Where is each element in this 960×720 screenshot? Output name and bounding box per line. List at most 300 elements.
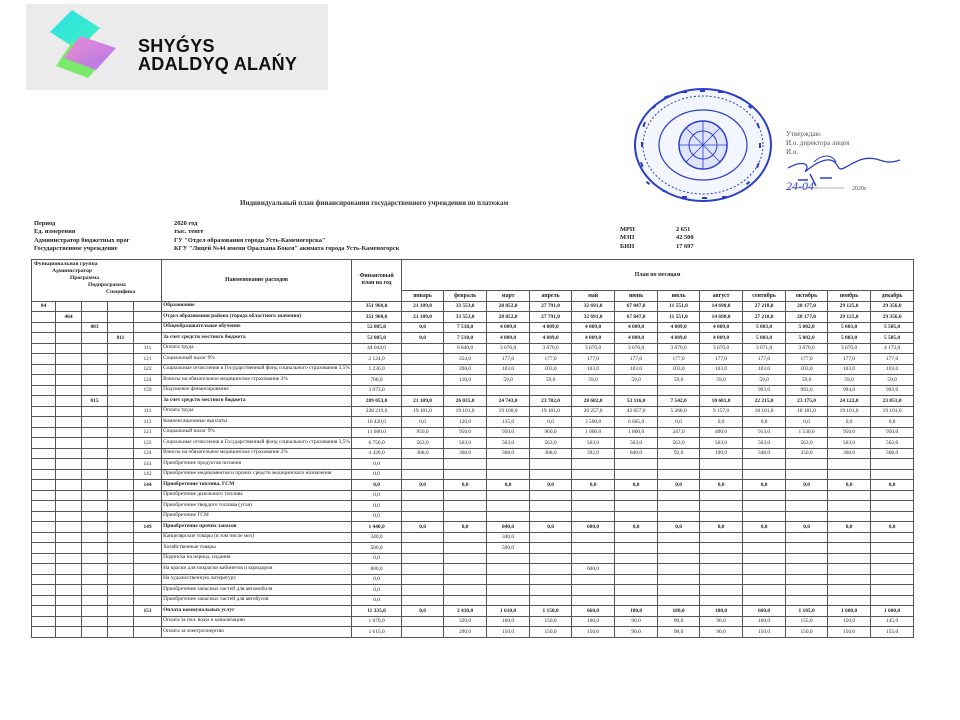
month-value-cell (487, 501, 530, 512)
month-value-cell (402, 585, 444, 596)
month-value-cell (615, 511, 658, 522)
month-value-cell (402, 532, 444, 543)
administrator-cell (56, 322, 82, 333)
expense-name-cell: Оплата за электроэнергию (162, 627, 352, 638)
program-cell (82, 301, 108, 312)
expense-name-cell: Социальный налог 9% (162, 354, 352, 365)
header-program: Программа (70, 275, 100, 281)
month-value-cell: 0,0 (700, 480, 743, 491)
month-value-cell: 28 852,0 (487, 301, 530, 312)
month-value-cell: 29 125,0 (828, 301, 871, 312)
month-value-cell: 368,0 (487, 448, 530, 459)
table-row (32, 543, 914, 554)
annual-total-cell: 708,0 (352, 375, 402, 386)
month-value-cell: 177,0 (786, 354, 828, 365)
month-value-cell: 135,0 (487, 417, 530, 428)
month-value-cell (572, 501, 615, 512)
table-row (32, 511, 914, 522)
specifics-cell (134, 501, 162, 512)
month-value-cell: 368,0 (402, 448, 444, 459)
month-value-cell (828, 574, 871, 585)
month-value-cell (700, 385, 743, 396)
specifics-cell (134, 322, 162, 333)
month-value-cell: 368,0 (828, 448, 871, 459)
month-value-cell: 103,0 (743, 364, 786, 375)
functional-group-cell (32, 616, 56, 627)
month-value-cell: 5 002,0 (786, 322, 828, 333)
month-value-cell: 320,0 (444, 616, 487, 627)
month-value-cell (871, 553, 914, 564)
program-cell (82, 333, 108, 344)
subprogram-cell (108, 448, 134, 459)
month-value-cell (786, 459, 828, 470)
annual-total-cell: 0,0 (352, 553, 402, 564)
month-value-cell (402, 574, 444, 585)
month-value-cell: 0,0 (786, 522, 828, 533)
month-value-cell: 118,0 (444, 375, 487, 386)
month-value-cell: 4 009,0 (487, 322, 530, 333)
month-value-cell: 180,0 (658, 606, 700, 617)
month-value-cell (444, 564, 487, 575)
table-row (32, 469, 914, 480)
month-value-cell: 1 600,0 (871, 606, 914, 617)
month-header: октябрь (786, 291, 828, 302)
month-value-cell (572, 490, 615, 501)
annual-total-cell: 0,0 (352, 459, 402, 470)
month-value-cell (786, 511, 828, 522)
month-value-cell: 340,0 (487, 532, 530, 543)
month-value-cell: 177,0 (700, 354, 743, 365)
month-value-cell: 563,0 (615, 438, 658, 449)
month-value-cell: 18 101,0 (743, 406, 786, 417)
program-cell: 003 (82, 322, 108, 333)
month-value-cell (786, 532, 828, 543)
month-value-cell: 27 218,0 (743, 312, 786, 323)
month-value-cell (530, 564, 572, 575)
month-value-cell: 19 101,0 (530, 406, 572, 417)
month-value-cell: 42 657,0 (615, 406, 658, 417)
functional-group-cell (32, 543, 56, 554)
month-value-cell: 90,0 (700, 616, 743, 627)
month-value-cell (444, 532, 487, 543)
month-header: январь (402, 291, 444, 302)
month-value-cell (572, 511, 615, 522)
annual-total-cell: 0,0 (352, 511, 402, 522)
month-value-cell (658, 585, 700, 596)
program-cell (82, 438, 108, 449)
administrator-cell (56, 459, 82, 470)
month-value-cell (700, 511, 743, 522)
expense-name-cell: Взносы на обязательное медицинское страхование 2% (162, 375, 352, 386)
month-value-cell: 90,0 (658, 616, 700, 627)
month-value-cell (700, 585, 743, 596)
month-value-cell (487, 585, 530, 596)
signature-icon (784, 150, 904, 196)
month-value-cell (658, 501, 700, 512)
month-value-cell: 14 690,0 (700, 301, 743, 312)
month-value-cell: 21 109,0 (402, 312, 444, 323)
approval-year: 2020г. (852, 186, 868, 192)
month-value-cell: 103,0 (487, 364, 530, 375)
month-value-cell (658, 595, 700, 606)
specifics-cell: 121 (134, 427, 162, 438)
program-cell (82, 606, 108, 617)
month-value-cell: 59,0 (658, 375, 700, 386)
month-value-cell (658, 490, 700, 501)
month-value-cell (530, 469, 572, 480)
subprogram-cell (108, 585, 134, 596)
month-value-cell (444, 490, 487, 501)
month-value-cell (786, 585, 828, 596)
table-row (32, 595, 914, 606)
month-value-cell: 18 181,0 (786, 406, 828, 417)
month-value-cell (402, 553, 444, 564)
month-value-cell (871, 532, 914, 543)
month-value-cell (786, 501, 828, 512)
month-value-cell (658, 385, 700, 396)
month-value-cell (871, 595, 914, 606)
functional-group-cell (32, 396, 56, 407)
administrator-cell (56, 595, 82, 606)
month-value-cell: 563,0 (700, 438, 743, 449)
month-value-cell (487, 490, 530, 501)
month-value-cell: 33 553,0 (444, 312, 487, 323)
month-value-cell (530, 459, 572, 470)
month-value-cell: 24 743,0 (487, 396, 530, 407)
administrator-cell (56, 553, 82, 564)
month-value-cell: 500,0 (487, 543, 530, 554)
program-cell (82, 616, 108, 627)
functional-group-cell (32, 627, 56, 638)
month-value-cell: 0,0 (700, 522, 743, 533)
month-value-cell: 0,0 (530, 480, 572, 491)
month-value-cell: 5 505,0 (871, 333, 914, 344)
approval-line-2: И.о. директора лицея (786, 139, 850, 147)
specifics-cell (134, 543, 162, 554)
month-value-cell: 0,0 (828, 480, 871, 491)
specifics-cell: 149 (134, 522, 162, 533)
month-value-cell (444, 469, 487, 480)
month-value-cell: 840,0 (487, 522, 530, 533)
month-value-cell: 177,0 (743, 354, 786, 365)
program-cell (82, 385, 108, 396)
month-value-cell (487, 595, 530, 606)
header-functional-group: Функциональная группа (34, 261, 98, 267)
month-value-cell: 563,0 (871, 438, 914, 449)
month-value-cell: 0,0 (615, 522, 658, 533)
month-value-cell (871, 469, 914, 480)
expense-name-cell: Приобретение продуктов питания (162, 459, 352, 470)
month-value-cell: 3 670,0 (828, 343, 871, 354)
month-value-cell (402, 501, 444, 512)
subprogram-cell (108, 417, 134, 428)
month-value-cell: 177,0 (615, 354, 658, 365)
month-value-cell (615, 469, 658, 480)
meta-key: МРП (620, 226, 635, 233)
table-row (32, 364, 914, 375)
administrator-cell (56, 406, 82, 417)
month-value-cell: 150,0 (743, 627, 786, 638)
month-value-cell (444, 585, 487, 596)
month-value-cell (743, 490, 786, 501)
specifics-cell: 142 (134, 469, 162, 480)
month-value-cell (444, 459, 487, 470)
functional-group-cell (32, 574, 56, 585)
month-value-cell (572, 459, 615, 470)
annual-total-cell: 1 670,0 (352, 616, 402, 627)
month-value-cell: 0,0 (743, 480, 786, 491)
month-value-cell (615, 532, 658, 543)
annual-total-cell: 1 236,0 (352, 364, 402, 375)
month-value-cell: 28 177,0 (786, 301, 828, 312)
specifics-cell (134, 585, 162, 596)
table-row (32, 616, 914, 627)
month-value-cell: 59,0 (743, 375, 786, 386)
month-value-cell: 3 670,0 (615, 343, 658, 354)
month-value-cell: 4 009,0 (658, 333, 700, 344)
functional-group-cell (32, 501, 56, 512)
month-value-cell: 160,0 (572, 616, 615, 627)
month-value-cell (658, 532, 700, 543)
annual-total-cell: 0,0 (352, 574, 402, 585)
month-value-cell (530, 585, 572, 596)
month-value-cell: 0,0 (572, 480, 615, 491)
month-value-cell (615, 490, 658, 501)
specifics-cell: 141 (134, 459, 162, 470)
month-value-cell: 4 009,0 (658, 322, 700, 333)
month-value-cell: 247,0 (658, 427, 700, 438)
subprogram-cell (108, 564, 134, 575)
subprogram-cell (108, 385, 134, 396)
month-value-cell: 354,0 (444, 354, 487, 365)
month-value-cell: 0,0 (743, 522, 786, 533)
subprogram-cell (108, 511, 134, 522)
month-value-cell: 103,0 (615, 364, 658, 375)
month-value-cell: 19 101,0 (444, 406, 487, 417)
subprogram-cell (108, 459, 134, 470)
functional-group-cell (32, 343, 56, 354)
subprogram-cell (108, 406, 134, 417)
month-value-cell: 3 670,0 (487, 343, 530, 354)
logo-panel (26, 4, 328, 90)
month-value-cell: 67 847,0 (615, 301, 658, 312)
annual-total-cell: 3 973,0 (352, 385, 402, 396)
month-value-cell: 0,0 (871, 522, 914, 533)
table-row (32, 522, 914, 533)
annual-total-cell: 10 420,0 (352, 417, 402, 428)
month-value-cell: 4 009,0 (487, 333, 530, 344)
month-value-cell: 960,0 (530, 427, 572, 438)
expense-name-cell: Компенсационные выплаты (162, 417, 352, 428)
month-value-cell (828, 490, 871, 501)
month-value-cell: 10 681,0 (700, 396, 743, 407)
month-value-cell (615, 553, 658, 564)
month-value-cell (444, 511, 487, 522)
month-value-cell (487, 553, 530, 564)
month-value-cell: 59,0 (871, 375, 914, 386)
specifics-cell: 111 (134, 406, 162, 417)
table-row (32, 532, 914, 543)
month-value-cell (743, 501, 786, 512)
month-value-cell: 1 800,0 (615, 427, 658, 438)
month-value-cell: 32 691,0 (572, 312, 615, 323)
subprogram-cell (108, 438, 134, 449)
month-value-cell: 11 551,0 (658, 301, 700, 312)
month-value-cell: 90,0 (700, 627, 743, 638)
functional-group-cell (32, 480, 56, 491)
month-value-cell: 59,0 (700, 375, 743, 386)
subprogram-cell (108, 427, 134, 438)
month-value-cell: 20 257,0 (572, 406, 615, 417)
month-value-cell: 3 670,0 (786, 343, 828, 354)
month-value-cell: 0,0 (828, 522, 871, 533)
meta-key: Администратор бюджетных прог (34, 236, 130, 244)
month-value-cell (700, 574, 743, 585)
month-value-cell (530, 553, 572, 564)
month-value-cell (615, 595, 658, 606)
specifics-cell (134, 301, 162, 312)
month-header: ноябрь (828, 291, 871, 302)
administrator-cell (56, 511, 82, 522)
month-value-cell: 3 670,0 (658, 343, 700, 354)
month-value-cell: 0,0 (402, 322, 444, 333)
month-value-cell: 5 003,0 (743, 333, 786, 344)
month-header: сентябрь (743, 291, 786, 302)
month-value-cell: 2 410,0 (444, 606, 487, 617)
month-value-cell: 29 356,0 (871, 301, 914, 312)
expense-name-cell: Приобретение твердого топлива (угля) (162, 501, 352, 512)
month-value-cell (615, 585, 658, 596)
table-row (32, 438, 914, 449)
functional-group-cell (32, 553, 56, 564)
month-value-cell (402, 595, 444, 606)
month-value-cell (572, 585, 615, 596)
month-value-cell: 3 500,0 (572, 417, 615, 428)
month-value-cell: 145,0 (871, 616, 914, 627)
expense-name-cell: Приобретение запасных частей для автомобиля (162, 585, 352, 596)
month-value-cell (871, 574, 914, 585)
month-value-cell: 150,0 (828, 616, 871, 627)
specifics-cell: 121 (134, 354, 162, 365)
month-value-cell: 563,0 (743, 438, 786, 449)
month-value-cell: 150,0 (530, 627, 572, 638)
program-cell (82, 417, 108, 428)
annual-total-cell: 1 440,0 (352, 522, 402, 533)
annual-total-cell: 2 124,0 (352, 354, 402, 365)
month-header: август (700, 291, 743, 302)
subprogram-cell (108, 354, 134, 365)
month-value-cell: 563,0 (572, 438, 615, 449)
month-value-cell (786, 490, 828, 501)
month-value-cell: 103,0 (871, 364, 914, 375)
table-row (32, 606, 914, 617)
specifics-cell: 151 (134, 606, 162, 617)
expense-name-cell: На художественную литературу (162, 574, 352, 585)
administrator-cell (56, 627, 82, 638)
month-value-cell (530, 501, 572, 512)
expense-name-cell: Социальные отчисления в Государственный фонд социального страхования 3,5% (162, 364, 352, 375)
subprogram-cell (108, 469, 134, 480)
administrator-cell (56, 532, 82, 543)
month-value-cell: 19 101,0 (402, 406, 444, 417)
month-value-cell: 180,0 (615, 606, 658, 617)
annual-total-cell: 600,0 (352, 564, 402, 575)
month-value-cell: 103,0 (658, 364, 700, 375)
program-cell (82, 459, 108, 470)
expense-name-cell: Социальные отчисления в Государственный фонд социального страхования 3,5% (162, 438, 352, 449)
month-value-cell: 21 109,0 (402, 396, 444, 407)
month-value-cell: 27 791,0 (530, 312, 572, 323)
annual-total-cell: 44 044,0 (352, 343, 402, 354)
functional-group-cell (32, 522, 56, 533)
month-value-cell: 3 670,0 (700, 343, 743, 354)
expense-name-cell: Отдел образования района (города областного значения) (162, 312, 352, 323)
month-value-cell: 5 002,0 (786, 333, 828, 344)
month-value-cell (743, 553, 786, 564)
month-value-cell (615, 543, 658, 554)
administrator-cell (56, 364, 82, 375)
subprogram-cell (108, 490, 134, 501)
table-row (32, 553, 914, 564)
month-value-cell: 563,0 (828, 438, 871, 449)
month-value-cell (615, 501, 658, 512)
program-cell (82, 522, 108, 533)
month-value-cell (828, 595, 871, 606)
month-value-cell (487, 469, 530, 480)
table-row (32, 375, 914, 386)
administrator-cell (56, 427, 82, 438)
meta-key: БИН (620, 242, 635, 250)
month-value-cell (572, 532, 615, 543)
program-cell (82, 543, 108, 554)
month-value-cell: 28 852,0 (487, 312, 530, 323)
program-cell (82, 469, 108, 480)
month-value-cell: 177,0 (487, 354, 530, 365)
document-title: Индивидуальный план финансирования государственного учреждения по платежам (240, 199, 509, 207)
functional-group-cell (32, 490, 56, 501)
expense-name-cell: На краски для покраски кабинетов и коридоров (162, 564, 352, 575)
month-value-cell (743, 585, 786, 596)
month-value-cell: 563,0 (487, 438, 530, 449)
month-value-cell: 103,0 (786, 364, 828, 375)
administrator-cell: 464 (56, 312, 82, 323)
month-value-cell: 7 542,0 (658, 396, 700, 407)
month-value-cell: 180,0 (700, 606, 743, 617)
expense-name-cell: За счет средств местного бюджета (162, 333, 352, 344)
month-value-cell: 4 009,0 (530, 333, 572, 344)
month-value-cell (700, 490, 743, 501)
month-value-cell: 4 009,0 (615, 333, 658, 344)
month-value-cell (828, 501, 871, 512)
administrator-cell (56, 354, 82, 365)
month-value-cell (402, 511, 444, 522)
administrator-cell (56, 564, 82, 575)
month-value-cell: 19 101,0 (871, 406, 914, 417)
month-value-cell: 4 009,0 (572, 333, 615, 344)
approval-date: 24-04 (786, 179, 814, 193)
functional-group-cell: 04 (32, 301, 56, 312)
month-value-cell (402, 459, 444, 470)
program-cell (82, 364, 108, 375)
header-subprogram: Подпрограмма (88, 282, 126, 288)
month-value-cell: 0,0 (786, 417, 828, 428)
month-value-cell: 177,0 (572, 354, 615, 365)
month-value-cell: 950,0 (828, 427, 871, 438)
month-value-cell (444, 553, 487, 564)
month-value-cell: 190,0 (700, 448, 743, 459)
month-value-cell (658, 511, 700, 522)
month-value-cell: 103,0 (530, 364, 572, 375)
